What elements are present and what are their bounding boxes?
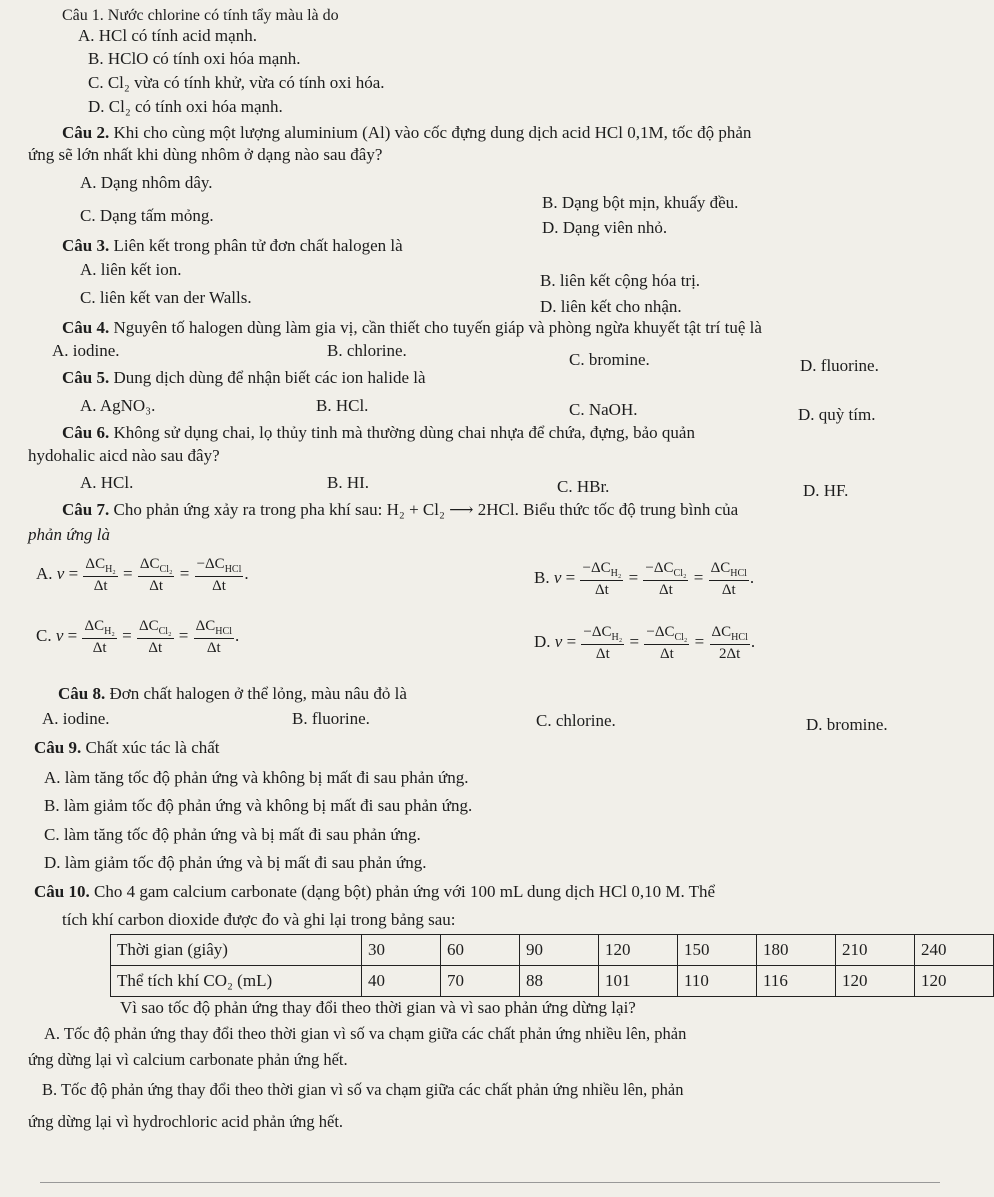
q8-option-a: A. iodine.	[42, 709, 110, 728]
table-cell: 150	[678, 935, 757, 966]
table-cell: 70	[441, 966, 520, 997]
table-cell: 40	[362, 966, 441, 997]
table-row-header: Thể tích khí CO₂ (mL)	[111, 966, 362, 997]
q7-option-c: C. v = $\frac{\Delta C_{H_2}}{\Delta t}$ = $\frac{\Delta C_{Cl_2}}{\Delta t}$ = $\frac{\Delta C_{HCl}}{\Delta t}$ .	[36, 618, 240, 656]
q9-option-c: C. làm tăng tốc độ phản ứng và bị mất đi sau phản ứng.	[44, 825, 421, 844]
q5-stem-text: Dung dịch dùng để nhận biết các ion halide là	[109, 368, 426, 387]
q1-option-c: C. Cl₂ vừa có tính khử, vừa có tính oxi hóa.	[88, 73, 385, 92]
q3-option-b: B. liên kết cộng hóa trị.	[540, 271, 701, 290]
table-cell: 240	[915, 935, 994, 966]
q10-option-a-line2: ứng dừng lại vì calcium carbonate phản ứng hết.	[28, 1050, 348, 1069]
q8-option-d: D. bromine.	[806, 715, 888, 734]
q10-option-b-line2: ứng dừng lại vì hydrochloric acid phản ứng hết.	[28, 1112, 344, 1131]
q8-stem	[58, 684, 407, 704]
q4-stem-text: Nguyên tố halogen dùng làm gia vị, cần thiết cho tuyến giáp và phòng ngừa khuyết tật trí tuệ là	[109, 318, 762, 337]
q2-option-d: D. Dạng viên nhỏ.	[542, 218, 668, 237]
q10-option-b-line1: B. Tốc độ phản ứng thay đổi theo thời gian vì số va chạm giữa các chất phản ứng nhiều lên, phản	[42, 1080, 684, 1099]
q10-stem-line1	[34, 882, 715, 902]
table-cell: 110	[678, 966, 757, 997]
table-cell: 60	[441, 935, 520, 966]
q9-option-d: D. làm giảm tốc độ phản ứng và bị mất đi sau phản ứng.	[44, 853, 427, 872]
table-row-header: Thời gian (giây)	[111, 935, 362, 966]
table-cell: 120	[915, 966, 994, 997]
q7-option-a: A. v = $\frac{\Delta C_{H_2}}{\Delta t}$ = $\frac{\Delta C_{Cl_2}}{\Delta t}$ = $\frac{-\Delta C_{HCl}}{\Delta t}$ .	[36, 556, 249, 594]
page-divider	[40, 1182, 940, 1183]
q2-option-b: B. Dạng bột mịn, khuấy đều.	[542, 193, 739, 212]
q6-option-d: D. HF.	[803, 481, 849, 500]
q7-label: Câu 7.	[62, 500, 110, 519]
table-row	[111, 966, 994, 997]
q5-option-b: B. HCl.	[316, 396, 369, 415]
q4-stem	[62, 318, 762, 338]
q9-stem	[34, 738, 220, 758]
q4-option-c: C. bromine.	[569, 350, 650, 369]
q8-stem-text: Đơn chất halogen ở thể lỏng, màu nâu đỏ là	[105, 684, 407, 703]
q8-label: Câu 8.	[58, 684, 106, 703]
q6-stem-line2: hydohalic aicd nào sau đây?	[28, 446, 220, 465]
q5-option-a: A. AgNO₃.	[80, 396, 156, 415]
q4-option-a: A. iodine.	[52, 341, 120, 360]
q7-stem-line2: phản ứng là	[28, 525, 110, 544]
table-cell: 88	[520, 966, 599, 997]
table-cell: 30	[362, 935, 441, 966]
q10-option-a-line1: A. Tốc độ phản ứng thay đổi theo thời gian vì số va chạm giữa các chất phản ứng nhiều lên, phản	[44, 1024, 687, 1043]
q9-stem-text: Chất xúc tác là chất	[81, 738, 220, 757]
q7-option-b: B. v = $\frac{-\Delta C_{H_2}}{\Delta t}$ = $\frac{-\Delta C_{Cl_2}}{\Delta t}$ = $\frac{\Delta C_{HCl}}{\Delta t}$ .	[534, 560, 755, 598]
q8-option-c: C. chlorine.	[536, 711, 616, 730]
q4-option-d: D. fluorine.	[800, 356, 879, 375]
q2-stem-line1	[62, 123, 751, 143]
table-cell: 120	[599, 935, 678, 966]
q7-option-b-label: B.	[534, 567, 550, 587]
q6-stem-text: Không sử dụng chai, lọ thủy tinh mà thường dùng chai nhựa để chứa, đựng, bảo quản	[109, 423, 695, 442]
q1-option-a: A. HCl có tính acid mạnh.	[78, 26, 257, 45]
q7-option-d: D. v = $\frac{-\Delta C_{H_2}}{\Delta t}$ = $\frac{-\Delta C_{Cl_2}}{\Delta t}$ = $\frac{\Delta C_{HCl}}{2\Delta t}$ .	[534, 624, 756, 662]
q5-option-d: D. quỳ tím.	[798, 405, 876, 424]
q5-stem	[62, 368, 426, 388]
table-cell: 90	[520, 935, 599, 966]
q3-stem	[62, 236, 403, 256]
q3-option-a: A. liên kết ion.	[80, 260, 182, 279]
q9-option-a: A. làm tăng tốc độ phản ứng và không bị mất đi sau phản ứng.	[44, 768, 469, 787]
table-cell: 116	[757, 966, 836, 997]
q6-option-b: B. HI.	[327, 473, 370, 492]
q6-label: Câu 6.	[62, 423, 110, 442]
q2-label: Câu 2.	[62, 123, 110, 142]
table-cell: 180	[757, 935, 836, 966]
q4-label: Câu 4.	[62, 318, 110, 337]
q4-option-b: B. chlorine.	[327, 341, 407, 360]
q5-option-c: C. NaOH.	[569, 400, 638, 419]
q10-data-table	[110, 934, 994, 997]
table-cell: 101	[599, 966, 678, 997]
q2-option-c: C. Dạng tấm mỏng.	[80, 206, 214, 225]
q7-option-d-label: D.	[534, 631, 551, 651]
q1-stem: Câu 1. Nước chlorine có tính tẩy màu là do	[62, 7, 339, 24]
q3-label: Câu 3.	[62, 236, 110, 255]
table-row	[111, 935, 994, 966]
q8-option-b: B. fluorine.	[292, 709, 370, 728]
q6-option-c: C. HBr.	[557, 477, 610, 496]
q3-stem-text: Liên kết trong phân tử đơn chất halogen là	[109, 236, 403, 255]
q2-option-a: A. Dạng nhôm dây.	[80, 173, 213, 192]
q9-label: Câu 9.	[34, 738, 82, 757]
q2-stem-text: Khi cho cùng một lượng aluminium (Al) vào cốc đựng dung dịch acid HCl 0,1M, tốc độ phản	[109, 123, 752, 142]
q2-stem-line2: ứng sẽ lớn nhất khi dùng nhôm ở dạng nào sau đây?	[28, 145, 383, 164]
q1-option-d: D. Cl₂ có tính oxi hóa mạnh.	[88, 97, 283, 116]
q10-stem-line2: tích khí carbon dioxide được đo và ghi lại trong bảng sau:	[62, 910, 456, 929]
q1-option-b: B. HClO có tính oxi hóa mạnh.	[88, 49, 301, 68]
q7-option-a-label: A.	[36, 563, 53, 583]
q6-option-a: A. HCl.	[80, 473, 134, 492]
q9-option-b: B. làm giảm tốc độ phản ứng và không bị mất đi sau phản ứng.	[44, 796, 473, 815]
q7-stem-text: Cho phản ứng xảy ra trong pha khí sau: H₂ + Cl₂ ⟶ 2HCl. Biểu thức tốc độ trung bình của	[109, 500, 739, 519]
q7-stem-line1	[62, 500, 738, 520]
table-cell: 120	[836, 966, 915, 997]
q10-question: Vì sao tốc độ phản ứng thay đổi theo thời gian và vì sao phản ứng dừng lại?	[120, 998, 636, 1017]
q3-option-c: C. liên kết van der Walls.	[80, 288, 252, 307]
q6-stem-line1	[62, 423, 695, 443]
q7-option-c-label: C.	[36, 625, 52, 645]
q10-stem-text: Cho 4 gam calcium carbonate (dạng bột) phản ứng với 100 mL dung dịch HCl 0,10 M. Thể	[89, 882, 716, 901]
q3-option-d: D. liên kết cho nhận.	[540, 297, 682, 316]
table-cell: 210	[836, 935, 915, 966]
q10-label: Câu 10.	[34, 882, 90, 901]
q5-label: Câu 5.	[62, 368, 110, 387]
